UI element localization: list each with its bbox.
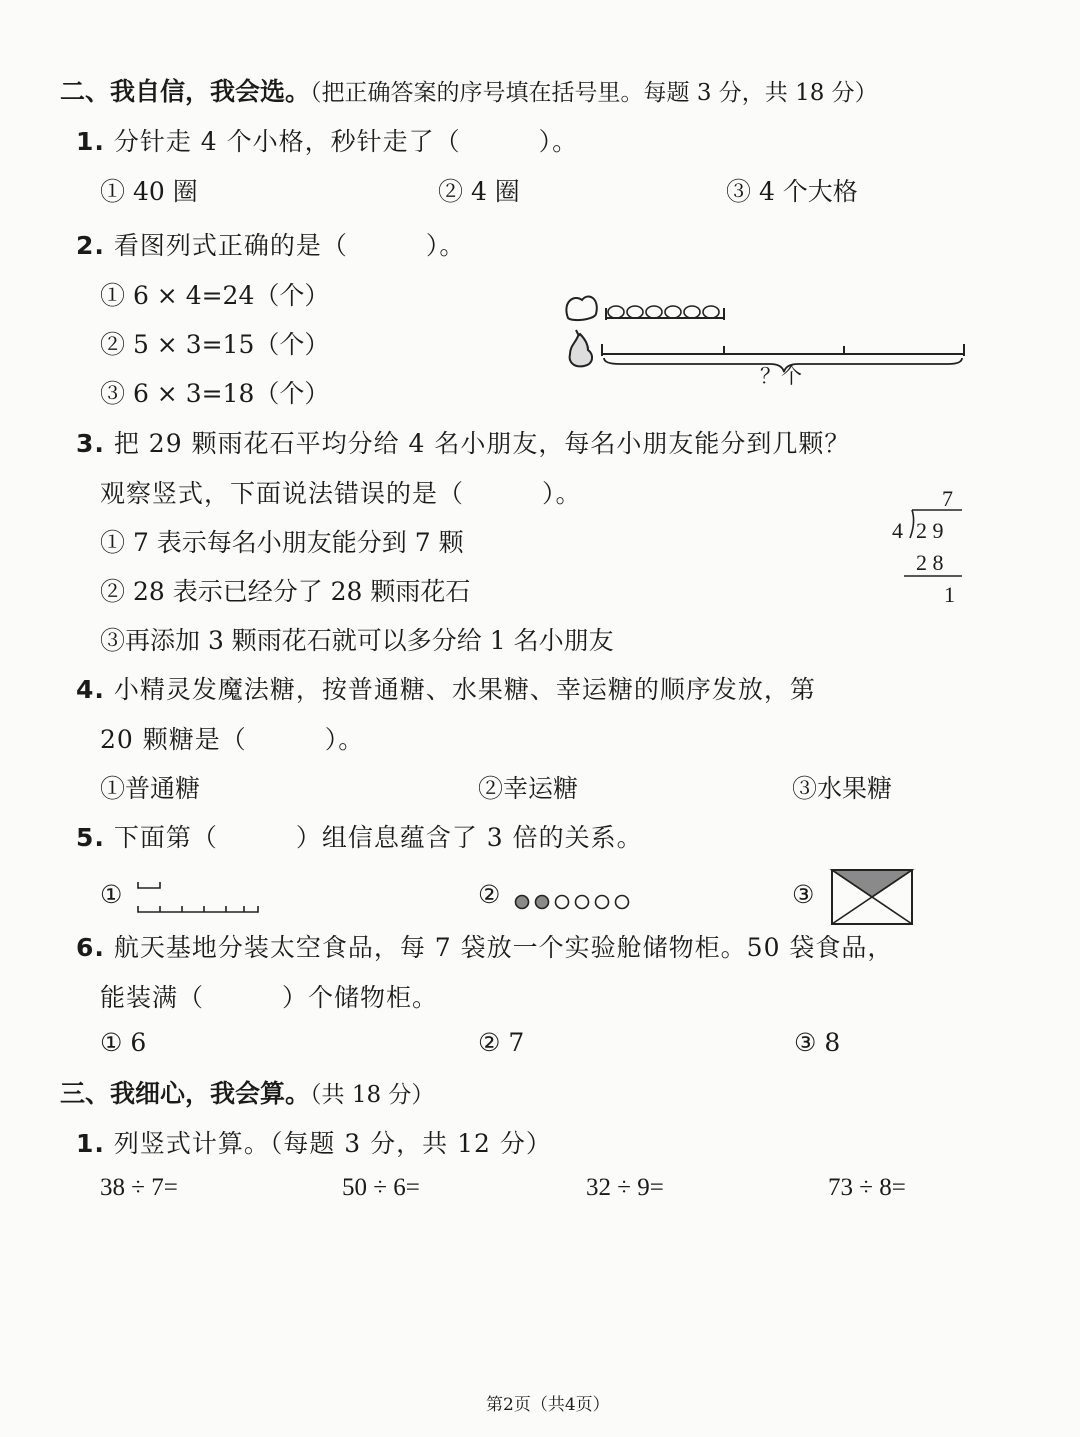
- q5-option-1-segments: [134, 880, 264, 920]
- empty-circle: [596, 896, 609, 909]
- question-5: [76, 818, 643, 854]
- question-text: 分针走 4 个小格，秒针走了（ ）。: [113, 127, 579, 156]
- q6-option-2: ② 7: [478, 1028, 525, 1057]
- pear-bar: [602, 344, 964, 356]
- calc-expression-3: 32 ÷ 9=: [586, 1174, 664, 1201]
- question-2: [76, 226, 465, 262]
- question-text: 下面第（ ）组信息蕴含了 3 倍的关系。: [113, 823, 643, 852]
- question-number: 3.: [76, 429, 105, 458]
- question-3: [76, 424, 850, 460]
- question-text: 列竖式计算。（每题 3 分，共 12 分）: [113, 1129, 552, 1158]
- question-text: 看图列式正确的是（ ）。: [113, 231, 466, 260]
- q2-figure-label: ？个: [760, 364, 802, 388]
- q6-option-1: ① 6: [100, 1028, 147, 1057]
- filled-circle: [536, 896, 549, 909]
- q1-option-3: ③ 4 个大格: [726, 177, 858, 206]
- section-2-note: （把正确答案的序号填在括号里。每题 3 分，共 18 分）: [310, 80, 878, 106]
- q5-option-2-circles: [514, 890, 634, 914]
- calc-expression-2: 50 ÷ 6=: [342, 1174, 420, 1201]
- question-4: [76, 670, 816, 706]
- q3-option-3: ③再添加 3 颗雨花石就可以多分给 1 名小朋友: [100, 626, 614, 655]
- peach-bar: [606, 306, 724, 320]
- q6-option-3: ③ 8: [794, 1028, 841, 1057]
- question-6: [76, 928, 893, 964]
- q5-option-3-mark: ③: [792, 880, 815, 909]
- q2-option-2: ② 5 × 3=15（个）: [100, 330, 330, 359]
- question-number: 6.: [76, 933, 105, 962]
- question-number: 5.: [76, 823, 105, 852]
- question-1: [76, 122, 578, 158]
- q5-option-3-rectangle: [830, 868, 914, 926]
- q5-option-1-mark: ①: [100, 880, 123, 909]
- division-bracket: [900, 508, 970, 588]
- q4-option-3: ③水果糖: [792, 774, 893, 803]
- peach-icon: [566, 296, 596, 320]
- q4-option-1: ①普通糖: [100, 774, 201, 803]
- question-text: 把 29 颗雨花石平均分给 4 名小朋友，每名小朋友能分到几颗？: [113, 429, 851, 458]
- section-3-question-1: [76, 1124, 552, 1160]
- question-3-line-2: 观察竖式，下面说法错误的是（ ）。: [100, 479, 582, 508]
- question-6-line-2: 能装满（ ）个储物柜。: [100, 983, 439, 1012]
- division-remainder: 1: [944, 582, 955, 607]
- q3-option-2: ② 28 表示已经分了 28 颗雨花石: [100, 577, 471, 606]
- division-product: 2 8: [916, 550, 944, 575]
- empty-circle: [556, 896, 569, 909]
- q2-option-3: ③ 6 × 3=18（个）: [100, 379, 330, 408]
- question-text: 小精灵发魔法糖，按普通糖、水果糖、幸运糖的顺序发放，第: [113, 675, 816, 704]
- q2-option-1: ① 6 × 4=24（个）: [100, 281, 330, 310]
- question-text: 航天基地分装太空食品，每 7 袋放一个实验舱储物柜。50 袋食品，: [113, 933, 894, 962]
- section-2-heading: [60, 72, 878, 108]
- question-number: 2.: [76, 231, 105, 260]
- division-divisor: 4: [892, 518, 903, 543]
- section-3-heading: [60, 1074, 434, 1110]
- section-3-note: （共 18 分）: [310, 1082, 435, 1108]
- division-dividend: 2 9: [916, 518, 944, 543]
- section-3-title: 三、我细心，我会算。: [60, 1079, 311, 1108]
- question-number: 1.: [76, 1129, 105, 1158]
- pear-icon: [570, 330, 592, 366]
- question-number: 1.: [76, 127, 105, 156]
- q5-option-2-mark: ②: [478, 880, 501, 909]
- division-quotient: 7: [942, 486, 953, 511]
- page-footer: 第2页（共4页）: [486, 1395, 610, 1415]
- q1-option-1: ① 40 圈: [100, 177, 198, 206]
- empty-circle: [616, 896, 629, 909]
- filled-circle: [516, 896, 529, 909]
- q4-option-2: ②幸运糖: [478, 774, 579, 803]
- q3-option-1: ① 7 表示每名小朋友能分到 7 颗: [100, 528, 464, 557]
- calc-expression-1: 38 ÷ 7=: [100, 1174, 178, 1201]
- q1-option-2: ② 4 圈: [438, 177, 520, 206]
- question-number: 4.: [76, 675, 105, 704]
- calc-expression-4: 73 ÷ 8=: [828, 1174, 906, 1201]
- question-4-line-2: 20 颗糖是（ ）。: [100, 725, 365, 754]
- section-2-title: 二、我自信，我会选。: [60, 77, 311, 106]
- empty-circle: [576, 896, 589, 909]
